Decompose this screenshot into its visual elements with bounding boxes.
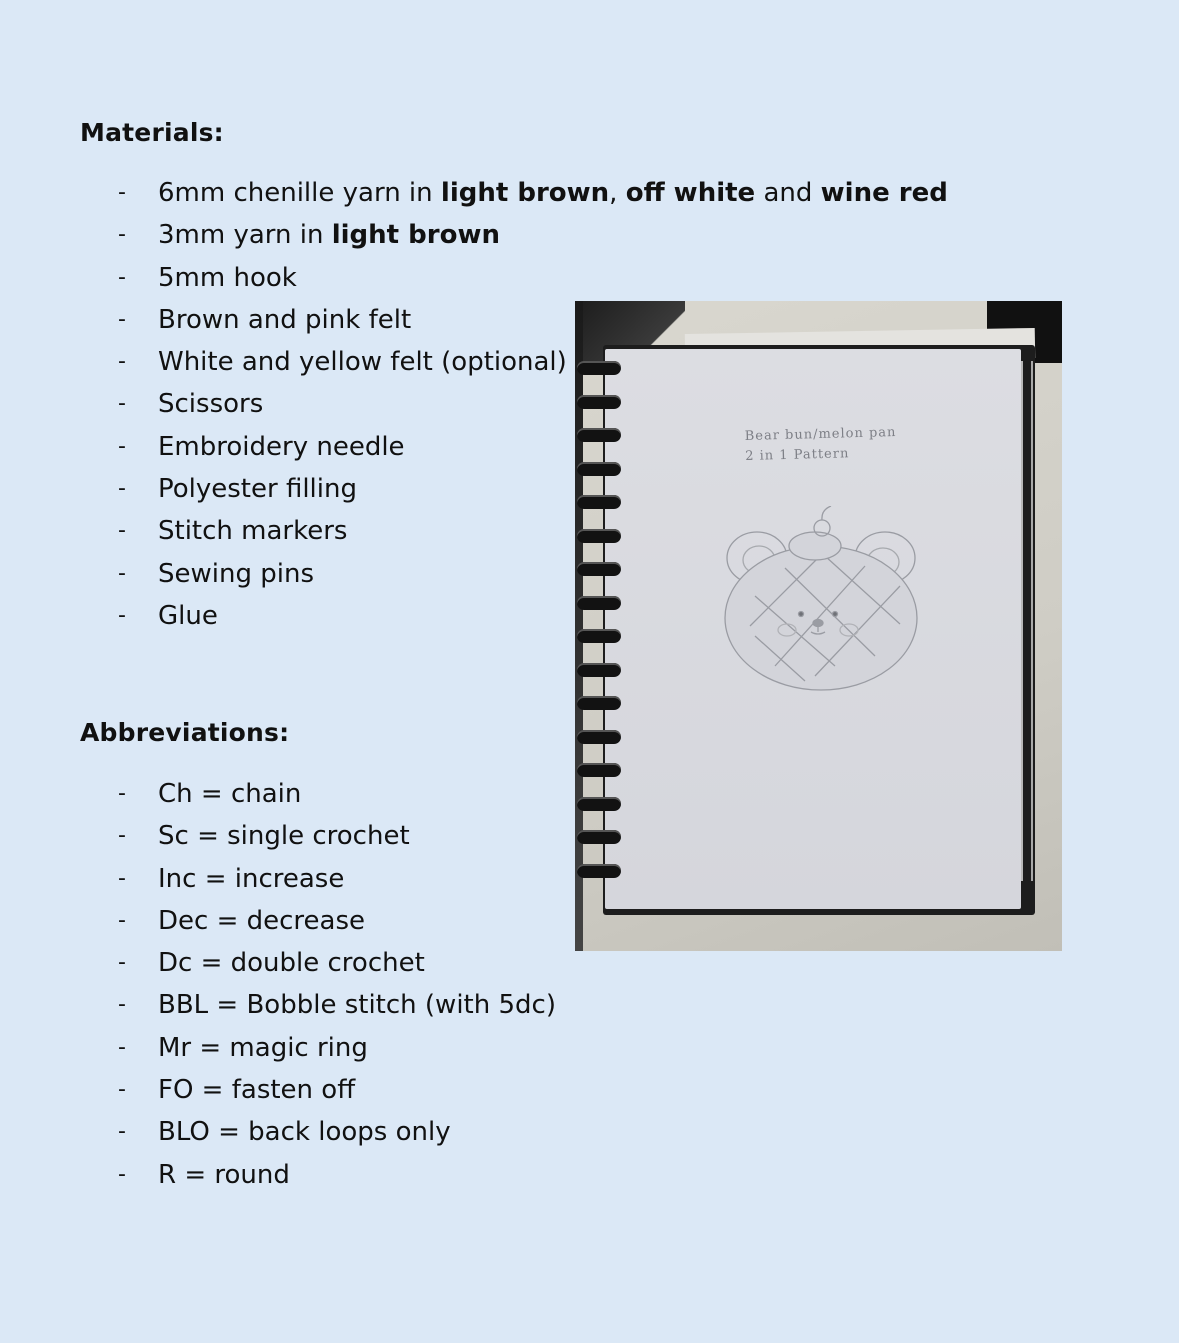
page-edges	[1021, 361, 1033, 881]
bullet-dash: -	[118, 1161, 126, 1187]
material-text	[158, 556, 314, 592]
material-text	[158, 302, 411, 338]
material-highlight: off white	[625, 178, 756, 208]
spiral-ring	[577, 864, 621, 878]
bullet-dash: -	[118, 602, 126, 628]
abbreviation-text: BBL = Bobble stitch (with 5dc)	[158, 990, 556, 1021]
cherry-topping	[789, 532, 841, 560]
material-text-part: Polyester filling	[158, 474, 357, 505]
material-text-part: Stitch markers	[158, 516, 348, 547]
material-text-part: 3mm yarn in	[158, 220, 332, 251]
sketchbook-photo	[575, 301, 1062, 951]
bullet-dash: -	[118, 518, 126, 544]
spiral-ring	[577, 596, 621, 610]
spiral-ring	[577, 629, 621, 643]
sketch-title-line-2: 2 in 1 Pattern	[745, 446, 850, 464]
abbreviation-text: FO = fasten off	[158, 1075, 356, 1106]
bullet-dash: -	[118, 907, 126, 933]
material-highlight: light brown	[331, 220, 500, 251]
abbreviations-heading: Abbreviations:	[80, 718, 290, 747]
material-text	[158, 344, 567, 380]
material-text	[158, 217, 500, 253]
bullet-dash: -	[118, 222, 126, 248]
spiral-binding	[575, 361, 625, 901]
spiral-ring	[577, 562, 621, 576]
abbreviation-text: Dec = decrease	[158, 905, 366, 936]
material-text-part: Brown and pink felt	[158, 304, 412, 335]
bullet-dash: -	[118, 781, 126, 806]
material-text	[158, 513, 347, 549]
spiral-ring	[577, 462, 621, 476]
bullet-dash: -	[118, 306, 126, 332]
sketch-title-line-1: Bear bun/melon pan	[744, 425, 897, 444]
spiral-ring	[577, 361, 621, 375]
spiral-ring	[577, 730, 621, 744]
material-text	[158, 471, 357, 507]
bullet-dash: -	[118, 1034, 126, 1060]
material-highlight: light brown	[440, 178, 610, 208]
bullet-dash: -	[118, 349, 126, 375]
abbreviation-text: Mr = magic ring	[158, 1032, 368, 1063]
spiral-ring	[577, 529, 621, 543]
material-text-part: 6mm chenille yarn in	[158, 178, 441, 208]
spiral-ring	[577, 763, 621, 777]
bullet-dash: -	[118, 992, 126, 1018]
spiral-ring	[577, 797, 621, 811]
material-text-part: ,	[609, 178, 626, 208]
material-text-part: Glue	[158, 600, 218, 631]
material-text	[158, 429, 405, 465]
spiral-ring	[577, 830, 621, 844]
spiral-ring	[577, 495, 621, 509]
material-text-part: White and yellow felt (optional)	[158, 347, 567, 378]
material-text-part: 5mm hook	[158, 262, 297, 293]
abbreviation-text: Ch = chain	[158, 779, 302, 809]
material-text-part: Sewing pins	[158, 558, 314, 589]
abbreviation-text: Sc = single crochet	[158, 821, 410, 852]
bullet-dash: -	[118, 1119, 126, 1145]
abbreviation-text: Dc = double crochet	[158, 948, 425, 979]
bear-bun-sketch	[715, 506, 935, 696]
materials-heading: Materials:	[80, 118, 224, 147]
sketch-title	[745, 423, 898, 467]
bullet-dash: -	[118, 950, 126, 976]
spiral-ring	[577, 663, 621, 677]
spiral-ring	[577, 395, 621, 409]
spiral-ring	[577, 428, 621, 442]
bullet-dash: -	[118, 1077, 126, 1103]
material-highlight: wine red	[820, 178, 948, 208]
abbreviation-text: Inc = increase	[158, 863, 345, 894]
abbreviation-text: R = round	[158, 1159, 290, 1190]
bullet-dash: -	[118, 391, 126, 417]
bullet-dash: -	[118, 433, 126, 459]
material-text	[158, 598, 218, 634]
bullet-dash: -	[118, 476, 126, 502]
material-text	[158, 175, 948, 211]
bullet-dash: -	[118, 180, 126, 205]
material-text-part: Scissors	[158, 389, 264, 420]
abbreviation-text: BLO = back loops only	[158, 1117, 451, 1148]
material-text-part: and	[755, 178, 821, 208]
material-text	[158, 260, 297, 296]
bullet-dash: -	[118, 264, 126, 290]
material-text	[158, 386, 263, 422]
bullet-dash: -	[118, 865, 126, 891]
bullet-dash: -	[118, 560, 126, 586]
spiral-ring	[577, 696, 621, 710]
bullet-dash: -	[118, 823, 126, 849]
material-text-part: Embroidery needle	[158, 431, 405, 462]
bear-head	[725, 546, 917, 690]
